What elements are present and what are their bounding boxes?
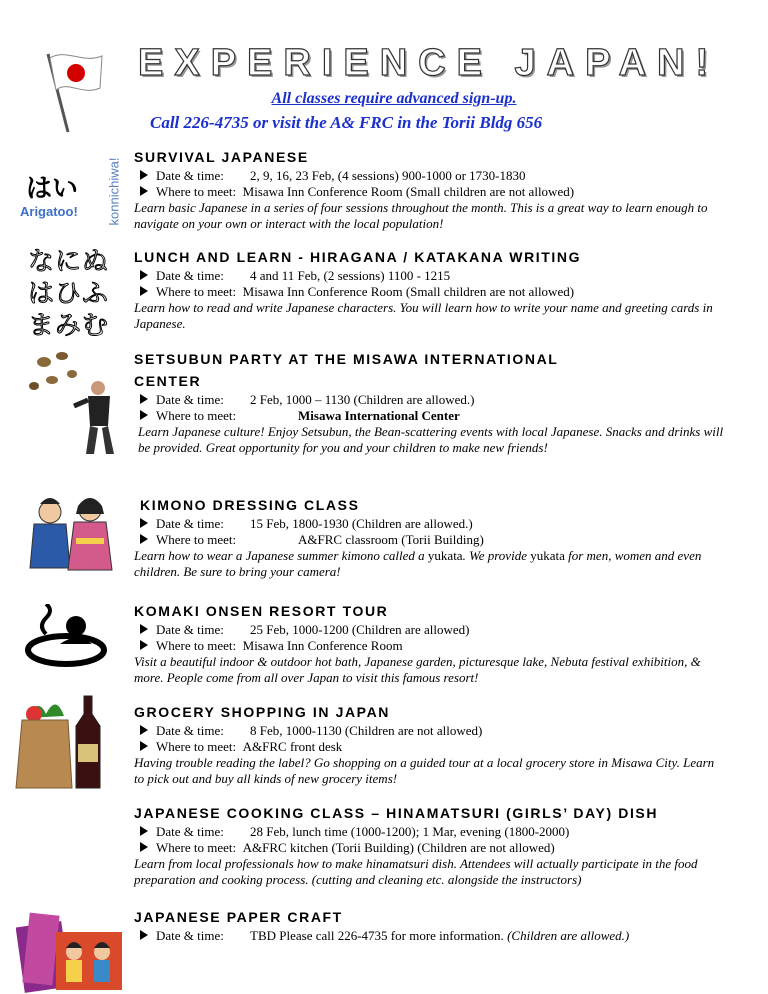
paper-craft-icon (16, 906, 126, 994)
signup-note: All classes require advanced sign-up. (271, 90, 517, 107)
where-row: Where to meet: Misawa Inn Conference Room (Small children are not allowed) (134, 184, 734, 200)
section-title: SURVIVAL JAPANESE (134, 149, 309, 165)
arigatoo-text: Arigatoo! (20, 204, 78, 219)
section-survival-japanese (134, 146, 734, 232)
section-title: JAPANESE PAPER CRAFT (134, 909, 343, 925)
hai-text: はい (26, 174, 79, 204)
date-row: Date & time: 4 and 11 Feb, (2 sessions) 1100 - 1215 (134, 268, 734, 284)
section-kimono-dressing (134, 494, 734, 580)
date-row: Date & time: 15 Feb, 1800-1930 (Children are allowed.) (134, 516, 734, 532)
section-lunch-and-learn (134, 246, 734, 332)
where-row: Where to meet: A&FRC kitchen (Torii Building) (Children are not allowed) (134, 840, 734, 856)
section-description: Learn Japanese culture! Enjoy Setsubun, the Bean-scattering events with local Japanese. Snacks and drinks will be provided. Great opportunity for you and your children to make new friends! (138, 424, 724, 455)
kana-chart: なにぬ はひふ まみむ (28, 247, 110, 341)
where-row: Where to meet: A&FRC classroom (Torii Building) (134, 532, 734, 548)
where-row: Where to meet: Misawa Inn Conference Room (134, 638, 734, 654)
section-title: KOMAKI ONSEN RESORT TOUR (134, 603, 389, 619)
section-komaki-onsen (134, 600, 734, 686)
section-description: Learn how to wear a Japanese summer kimono called a yukata. We provide yukata for men, women and even children. Be sure to bring your camera! (134, 548, 702, 579)
where-row: Where to meet: Misawa Inn Conference Room (Small children are not allowed) (134, 284, 734, 300)
date-row: Date & time: 28 Feb, lunch time (1000-1200); 1 Mar, evening (1800-2000) (134, 824, 734, 840)
section-title: SETSUBUN PARTY AT THE MISAWA INTERNATIONAL CENTER (134, 351, 559, 389)
section-description: Learn basic Japanese in a series of four sessions throughout the month. This is a great way to learn enough to navigate on your own or interact with the local population! (134, 200, 708, 231)
bean-throwing-icon (22, 346, 122, 456)
grocery-bag-icon (12, 692, 112, 792)
date-row: Date & time: 8 Feb, 1000-1130 (Children are not allowed) (134, 723, 734, 739)
konnichiwa-label: konnichiwa! (106, 157, 122, 226)
date-row: Date & time: TBD Please call 226-4735 for more information. (Children are allowed.) (134, 928, 734, 944)
section-description: Learn from local professionals how to make hinamatsuri dish. Attendees will actually participate in the food preparation and cooking process. (cutting and cleaning etc. alongside the instructors) (134, 856, 698, 887)
section-grocery-shopping (134, 701, 734, 787)
section-description: Visit a beautiful indoor & outdoor hot bath, Japanese garden, picturesque lake, Nebuta festival exhibition, & more. People come from all over Japan to visit this famous resort! (134, 654, 701, 685)
section-description: Learn how to read and write Japanese characters. You will learn how to write your name and greeting cards in Japanese. (134, 300, 713, 331)
onsen-icon (24, 604, 108, 670)
date-row: Date & time: 25 Feb, 1000-1200 (Children are allowed) (134, 622, 734, 638)
contact-line: Call 226-4735 or visit the A& FRC in the Torii Bldg 656 (150, 113, 543, 132)
date-row: Date & time: 2, 9, 16, 23 Feb, (4 sessions) 900-1000 or 1730-1830 (134, 168, 734, 184)
section-title: GROCERY SHOPPING IN JAPAN (134, 704, 391, 720)
section-title: KIMONO DRESSING CLASS (140, 497, 360, 513)
section-cooking-class (134, 802, 734, 888)
section-paper-craft (134, 906, 734, 944)
where-row: Where to meet: Misawa International Center (134, 408, 734, 424)
page-title: EXPERIENCE JAPAN! (138, 42, 720, 84)
section-title: JAPANESE COOKING CLASS – HINAMATSURI (GIRLS’ DAY) DISH (134, 805, 659, 821)
where-row: Where to meet: A&FRC front desk (134, 739, 734, 755)
section-description: Having trouble reading the label? Go shopping on a guided tour at a local grocery store in Misawa City. Learn to pick out and buy all kinds of new grocery items! (134, 755, 715, 786)
kimono-couple-icon (20, 488, 120, 574)
date-row: Date & time: 2 Feb, 1000 – 1130 (Children are allowed.) (134, 392, 734, 408)
section-setsubun-party (134, 348, 734, 456)
section-title: LUNCH AND LEARN - HIRAGANA / KATAKANA WRITING (134, 249, 582, 265)
